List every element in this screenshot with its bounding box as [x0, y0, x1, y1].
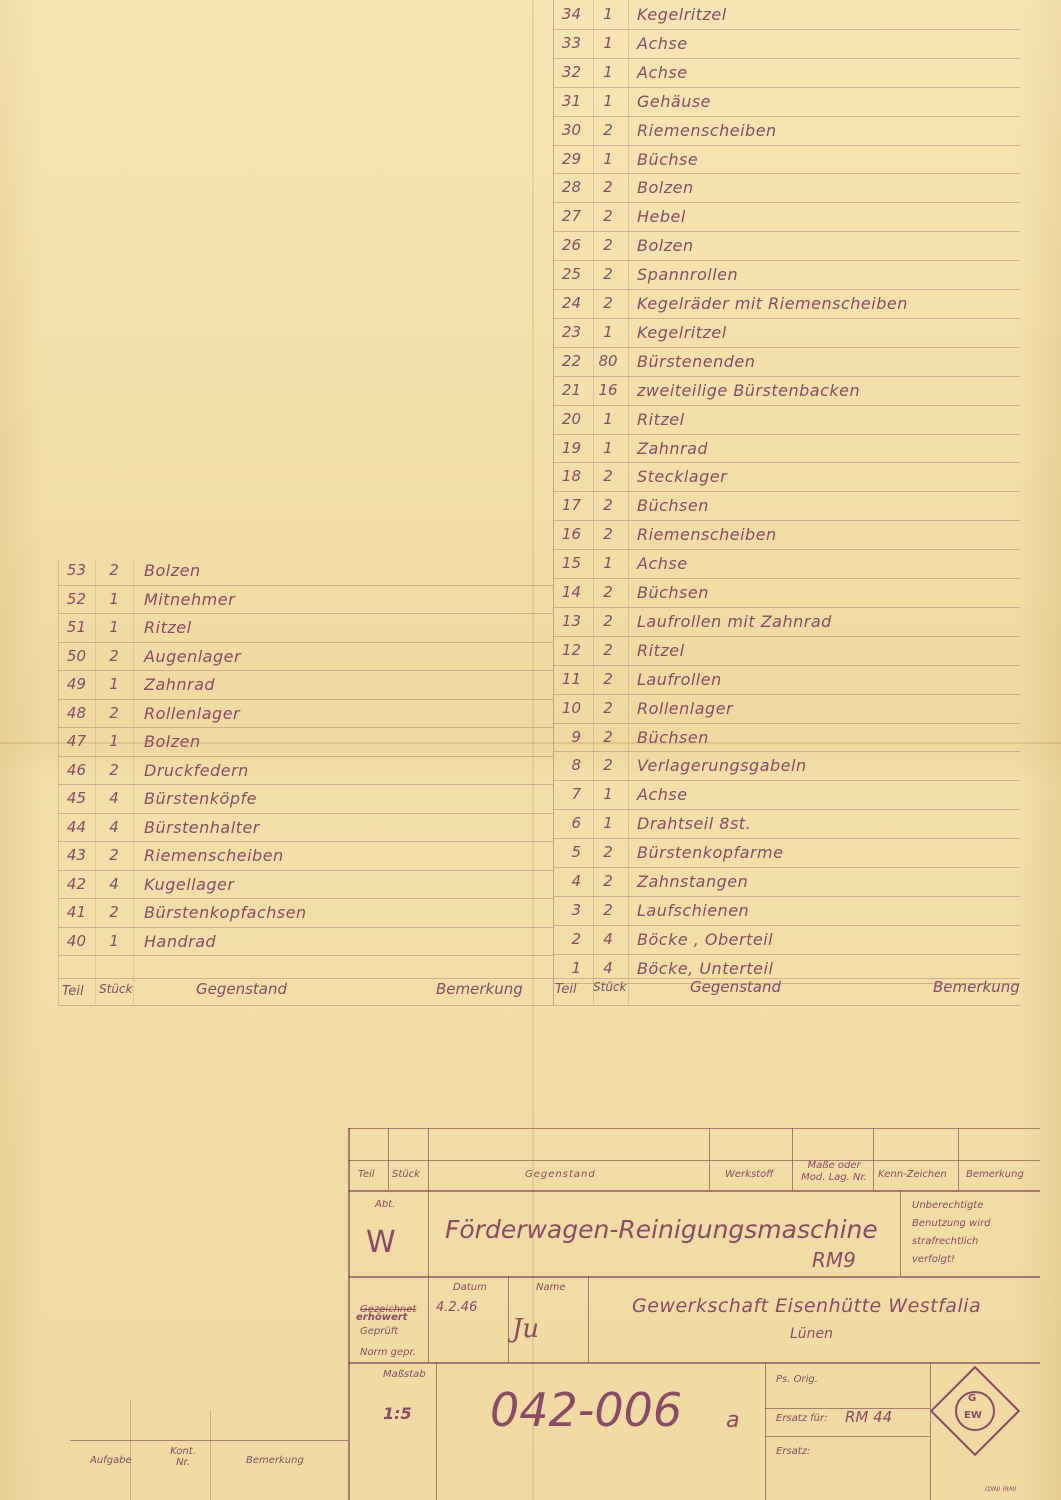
logo-text-top: G: [968, 1393, 977, 1404]
part-number: 24: [561, 294, 581, 312]
part-name: Riemenscheiben: [144, 846, 284, 865]
part-number: 18: [561, 467, 581, 486]
part-quantity: 4: [603, 929, 613, 948]
part-number: 17: [561, 496, 581, 515]
row-rule: [553, 520, 1020, 521]
part-name: Riemenscheiben: [637, 525, 777, 545]
part-quantity: 4: [109, 874, 119, 893]
part-name: Handrad: [144, 931, 217, 951]
row-rule: [58, 727, 553, 728]
tb-ersatz-fuer-value: RM 44: [845, 1408, 893, 1426]
part-quantity: 2: [603, 640, 613, 659]
logo-text-bottom: EW: [964, 1410, 982, 1421]
tb-norm-label: Norm gepr.: [360, 1347, 416, 1358]
part-number: 26: [561, 236, 581, 255]
part-name: Ritzel: [637, 640, 685, 660]
row-rule: [58, 955, 553, 956]
part-number: 5: [571, 843, 581, 862]
part-number: 40: [66, 931, 86, 950]
part-name: Kegelritzel: [637, 322, 727, 342]
part-number: 47: [66, 732, 86, 750]
tb-gezeichnet-stamp: erhöwert: [356, 1312, 408, 1323]
tb-col-bemerkung: Bemerkung: [966, 1169, 1024, 1180]
part-quantity: 2: [603, 669, 613, 688]
tb-abt-value: W: [366, 1225, 396, 1260]
row-rule: [553, 491, 1020, 492]
tb-col-stueck: Stück: [392, 1169, 420, 1180]
part-number: 44: [66, 817, 86, 836]
part-number: 52: [66, 589, 86, 608]
part-name: Augenlager: [144, 646, 242, 666]
row-rule: [553, 954, 1020, 955]
part-number: 10: [561, 698, 581, 717]
part-name: Verlagerungsgabeln: [637, 756, 807, 776]
part-name: Zahnstangen: [637, 872, 749, 891]
part-name: Laufrollen: [637, 669, 722, 689]
part-name: Achse: [637, 33, 688, 53]
row-rule: [553, 434, 1020, 435]
part-quantity: 2: [603, 467, 613, 486]
part-quantity: 4: [603, 958, 613, 977]
part-name: Bürstenenden: [637, 351, 756, 371]
part-name: Böcke, Unterteil: [637, 958, 774, 978]
part-number: 4: [571, 872, 581, 890]
part-number: 45: [66, 789, 86, 807]
part-name: Spannrollen: [637, 265, 739, 285]
part-quantity: 2: [603, 611, 613, 630]
row-rule: [553, 838, 1020, 839]
part-quantity: 1: [603, 322, 613, 341]
fold-line: [532, 0, 534, 1500]
part-number: 2: [571, 929, 581, 948]
header-rule: [58, 1005, 1020, 1006]
row-rule: [553, 405, 1020, 406]
row-rule: [553, 173, 1020, 174]
row-rule: [553, 462, 1020, 463]
row-rule: [553, 896, 1020, 897]
row-rule: [553, 549, 1020, 550]
part-number: 42: [66, 874, 86, 893]
part-quantity: 1: [109, 931, 119, 950]
part-number: 34: [561, 5, 581, 23]
part-name: Laufschienen: [637, 900, 750, 920]
row-rule: [553, 665, 1020, 666]
part-quantity: 2: [109, 846, 119, 864]
row-rule: [553, 636, 1020, 637]
part-name: Hebel: [637, 207, 686, 227]
part-number: 27: [561, 207, 581, 226]
part-name: zweiteilige Bürstenbacken: [637, 380, 861, 400]
tb-scale: 1:5: [383, 1404, 412, 1423]
tb-massstab-label: Maßstab: [383, 1369, 426, 1380]
row-rule: [553, 58, 1020, 59]
part-number: 41: [66, 903, 86, 921]
part-name: Achse: [637, 785, 688, 805]
tb-signature: Ju: [512, 1314, 540, 1344]
part-name: Kegelritzel: [637, 5, 727, 24]
part-number: 30: [561, 120, 581, 139]
header-gegenstand-left: Gegenstand: [196, 980, 288, 998]
part-quantity: 2: [603, 294, 613, 312]
part-quantity: 4: [109, 789, 119, 807]
row-rule: [58, 813, 553, 814]
part-quantity: 4: [109, 817, 119, 836]
row-rule: [553, 607, 1020, 608]
part-quantity: 80: [598, 351, 618, 370]
part-number: 46: [66, 760, 86, 779]
part-quantity: 16: [598, 380, 618, 399]
part-name: Büchsen: [637, 727, 709, 747]
tb-drawing-number: 042-006: [490, 1383, 683, 1437]
row-rule: [553, 694, 1020, 695]
part-name: Büchse: [637, 149, 699, 169]
tb-gezeichnet-label: Gezeichnet: [360, 1304, 417, 1315]
row-rule: [58, 585, 553, 586]
row-rule: [553, 260, 1020, 261]
part-number: 28: [561, 178, 581, 197]
part-quantity: 2: [109, 703, 119, 722]
part-quantity: 1: [109, 589, 119, 608]
tb-company: Gewerkschaft Eisenhütte Westfalia: [632, 1295, 982, 1317]
part-number: 15: [561, 554, 581, 573]
tb-date-value: 4.2.46: [436, 1300, 478, 1315]
part-quantity: 2: [109, 903, 119, 921]
part-name: Achse: [637, 554, 688, 574]
part-name: Kegelräder mit Riemenscheiben: [637, 294, 908, 313]
row-rule: [553, 116, 1020, 117]
part-number: 19: [561, 438, 581, 457]
part-quantity: 1: [109, 732, 119, 750]
part-quantity: 2: [603, 843, 613, 862]
header-rule: [58, 978, 1020, 979]
part-number: 3: [571, 900, 581, 919]
part-number: 7: [571, 785, 581, 804]
part-name: Büchsen: [637, 496, 709, 516]
part-quantity: 1: [109, 675, 119, 693]
tb-name-label: Name: [536, 1282, 566, 1293]
part-quantity: 2: [603, 120, 613, 139]
tb-ps-orig-label: Ps. Orig.: [776, 1374, 818, 1385]
row-rule: [553, 809, 1020, 810]
part-name: Kugellager: [144, 874, 235, 894]
part-name: Riemenscheiben: [637, 120, 777, 140]
header-bemerkung-right: Bemerkung: [933, 978, 1020, 996]
part-number: 53: [66, 561, 86, 579]
part-quantity: 2: [603, 900, 613, 919]
tb-kont-label: Kont. Nr.: [170, 1446, 196, 1468]
part-quantity: 1: [603, 62, 613, 81]
row-rule: [553, 87, 1020, 88]
part-quantity: 2: [603, 872, 613, 890]
part-quantity: 2: [603, 727, 613, 746]
row-rule: [553, 925, 1020, 926]
row-rule: [58, 642, 553, 643]
row-rule: [553, 231, 1020, 232]
part-quantity: 1: [603, 438, 613, 457]
part-quantity: 1: [603, 814, 613, 833]
part-name: Böcke , Oberteil: [637, 929, 774, 949]
part-name: Zahnrad: [144, 675, 216, 694]
part-name: Büchsen: [637, 583, 709, 602]
part-quantity: 2: [603, 583, 613, 601]
part-number: 11: [561, 669, 581, 688]
part-number: 29: [561, 149, 581, 168]
part-name: Druckfedern: [144, 760, 249, 780]
part-number: 21: [561, 380, 581, 399]
row-rule: [553, 29, 1020, 30]
part-number: 1: [571, 958, 581, 977]
part-quantity: 1: [603, 33, 613, 52]
tb-print-mark: (DIN) (RM): [985, 1486, 1017, 1493]
part-quantity: 1: [603, 149, 613, 168]
tb-bemerkung-label: Bemerkung: [246, 1455, 304, 1466]
part-number: 20: [561, 409, 581, 428]
row-rule: [58, 784, 553, 785]
row-rule: [58, 699, 553, 700]
part-number: 50: [66, 646, 86, 665]
part-quantity: 2: [603, 756, 613, 775]
tb-ersatz-label: Ersatz:: [776, 1446, 811, 1457]
header-stueck-right: Stück: [593, 980, 627, 994]
row-rule: [553, 751, 1020, 752]
tb-ersatz-fuer-label: Ersatz für:: [776, 1413, 828, 1424]
part-name: Ritzel: [144, 618, 192, 637]
part-quantity: 2: [603, 236, 613, 255]
part-quantity: 1: [109, 618, 119, 636]
row-rule: [553, 145, 1020, 146]
part-number: 43: [66, 846, 86, 864]
part-number: 23: [561, 322, 581, 341]
tb-geprueft-label: Geprüft: [360, 1326, 399, 1337]
part-number: 13: [561, 611, 581, 630]
part-name: Stecklager: [637, 467, 728, 487]
part-quantity: 1: [603, 5, 613, 23]
part-name: Mitnehmer: [144, 589, 236, 609]
tb-col-kennzeichen: Kenn-Zeichen: [878, 1169, 947, 1180]
part-quantity: 1: [603, 409, 613, 428]
part-quantity: 2: [603, 525, 613, 544]
part-number: 9: [571, 727, 581, 746]
row-rule: [553, 867, 1020, 868]
row-rule: [553, 202, 1020, 203]
part-quantity: 2: [603, 178, 613, 197]
part-number: 25: [561, 265, 581, 284]
part-number: 33: [561, 33, 581, 52]
tb-col-werkstoff: Werkstoff: [725, 1169, 774, 1180]
part-name: Bolzen: [144, 561, 201, 580]
row-rule: [553, 376, 1020, 377]
tb-drawing-suffix: a: [726, 1408, 740, 1433]
part-number: 51: [66, 618, 86, 636]
part-quantity: 1: [603, 554, 613, 573]
tb-col-masse: Maße oder Mod. Lag. Nr.: [801, 1160, 867, 1183]
row-rule: [58, 756, 553, 757]
part-number: 32: [561, 62, 581, 81]
part-name: Bolzen: [637, 236, 694, 256]
part-number: 48: [66, 703, 86, 722]
tb-warning: Unberechtigte Benutzung wird strafrechtlich verfolgt!: [912, 1200, 991, 1265]
part-quantity: 2: [109, 561, 119, 579]
part-quantity: 2: [109, 760, 119, 779]
part-name: Zahnrad: [637, 438, 709, 458]
part-number: 49: [66, 675, 86, 693]
tb-datum-label: Datum: [453, 1282, 487, 1293]
part-number: 14: [561, 583, 581, 601]
part-name: Bürstenkopfarme: [637, 843, 784, 863]
part-number: 12: [561, 640, 581, 659]
part-name: Bolzen: [144, 732, 201, 751]
row-rule: [58, 927, 553, 928]
row-rule: [58, 870, 553, 871]
part-name: Bürstenkopfachsen: [144, 903, 307, 922]
row-rule: [553, 318, 1020, 319]
row-rule: [553, 347, 1020, 348]
row-rule: [58, 613, 553, 614]
tb-title: Förderwagen-Reinigungsmaschine: [445, 1215, 878, 1244]
part-name: Drahtseil 8st.: [637, 814, 752, 834]
part-quantity: 1: [603, 91, 613, 110]
tb-city: Lünen: [790, 1326, 834, 1342]
part-name: Rollenlager: [144, 703, 241, 723]
header-teil-left: Teil: [62, 984, 84, 999]
tb-aufgabe-label: Aufgabe: [90, 1455, 132, 1466]
row-rule: [58, 841, 553, 842]
part-number: 31: [561, 91, 581, 110]
part-number: 6: [571, 814, 581, 833]
part-quantity: 2: [603, 207, 613, 226]
tb-model: RM9: [812, 1248, 856, 1272]
tb-abt-label: Abt.: [375, 1199, 396, 1210]
row-rule: [58, 898, 553, 899]
part-number: 22: [561, 351, 581, 370]
row-rule: [553, 289, 1020, 290]
part-name: Laufrollen mit Zahnrad: [637, 611, 832, 631]
row-rule: [553, 723, 1020, 724]
header-bemerkung-left: Bemerkung: [436, 980, 523, 998]
header-gegenstand-right: Gegenstand: [690, 978, 782, 996]
part-quantity: 1: [603, 785, 613, 804]
tb-col-teil: Teil: [358, 1169, 375, 1180]
part-name: Ritzel: [637, 409, 685, 429]
part-name: Achse: [637, 62, 688, 82]
header-teil-right: Teil: [555, 982, 577, 997]
part-name: Bürstenköpfe: [144, 789, 257, 808]
part-name: Bürstenhalter: [144, 817, 260, 837]
part-quantity: 2: [603, 496, 613, 515]
part-quantity: 2: [603, 265, 613, 284]
part-number: 8: [571, 756, 581, 775]
row-rule: [58, 670, 553, 671]
part-quantity: 2: [603, 698, 613, 717]
part-name: Rollenlager: [637, 698, 734, 718]
header-stueck-left: Stück: [99, 982, 133, 996]
part-number: 16: [561, 525, 581, 544]
part-name: Gehäuse: [637, 91, 712, 111]
row-rule: [553, 578, 1020, 579]
part-quantity: 2: [109, 646, 119, 665]
part-name: Bolzen: [637, 178, 694, 198]
tb-col-gegenstand: Gegenstand: [525, 1169, 596, 1180]
row-rule: [553, 780, 1020, 781]
